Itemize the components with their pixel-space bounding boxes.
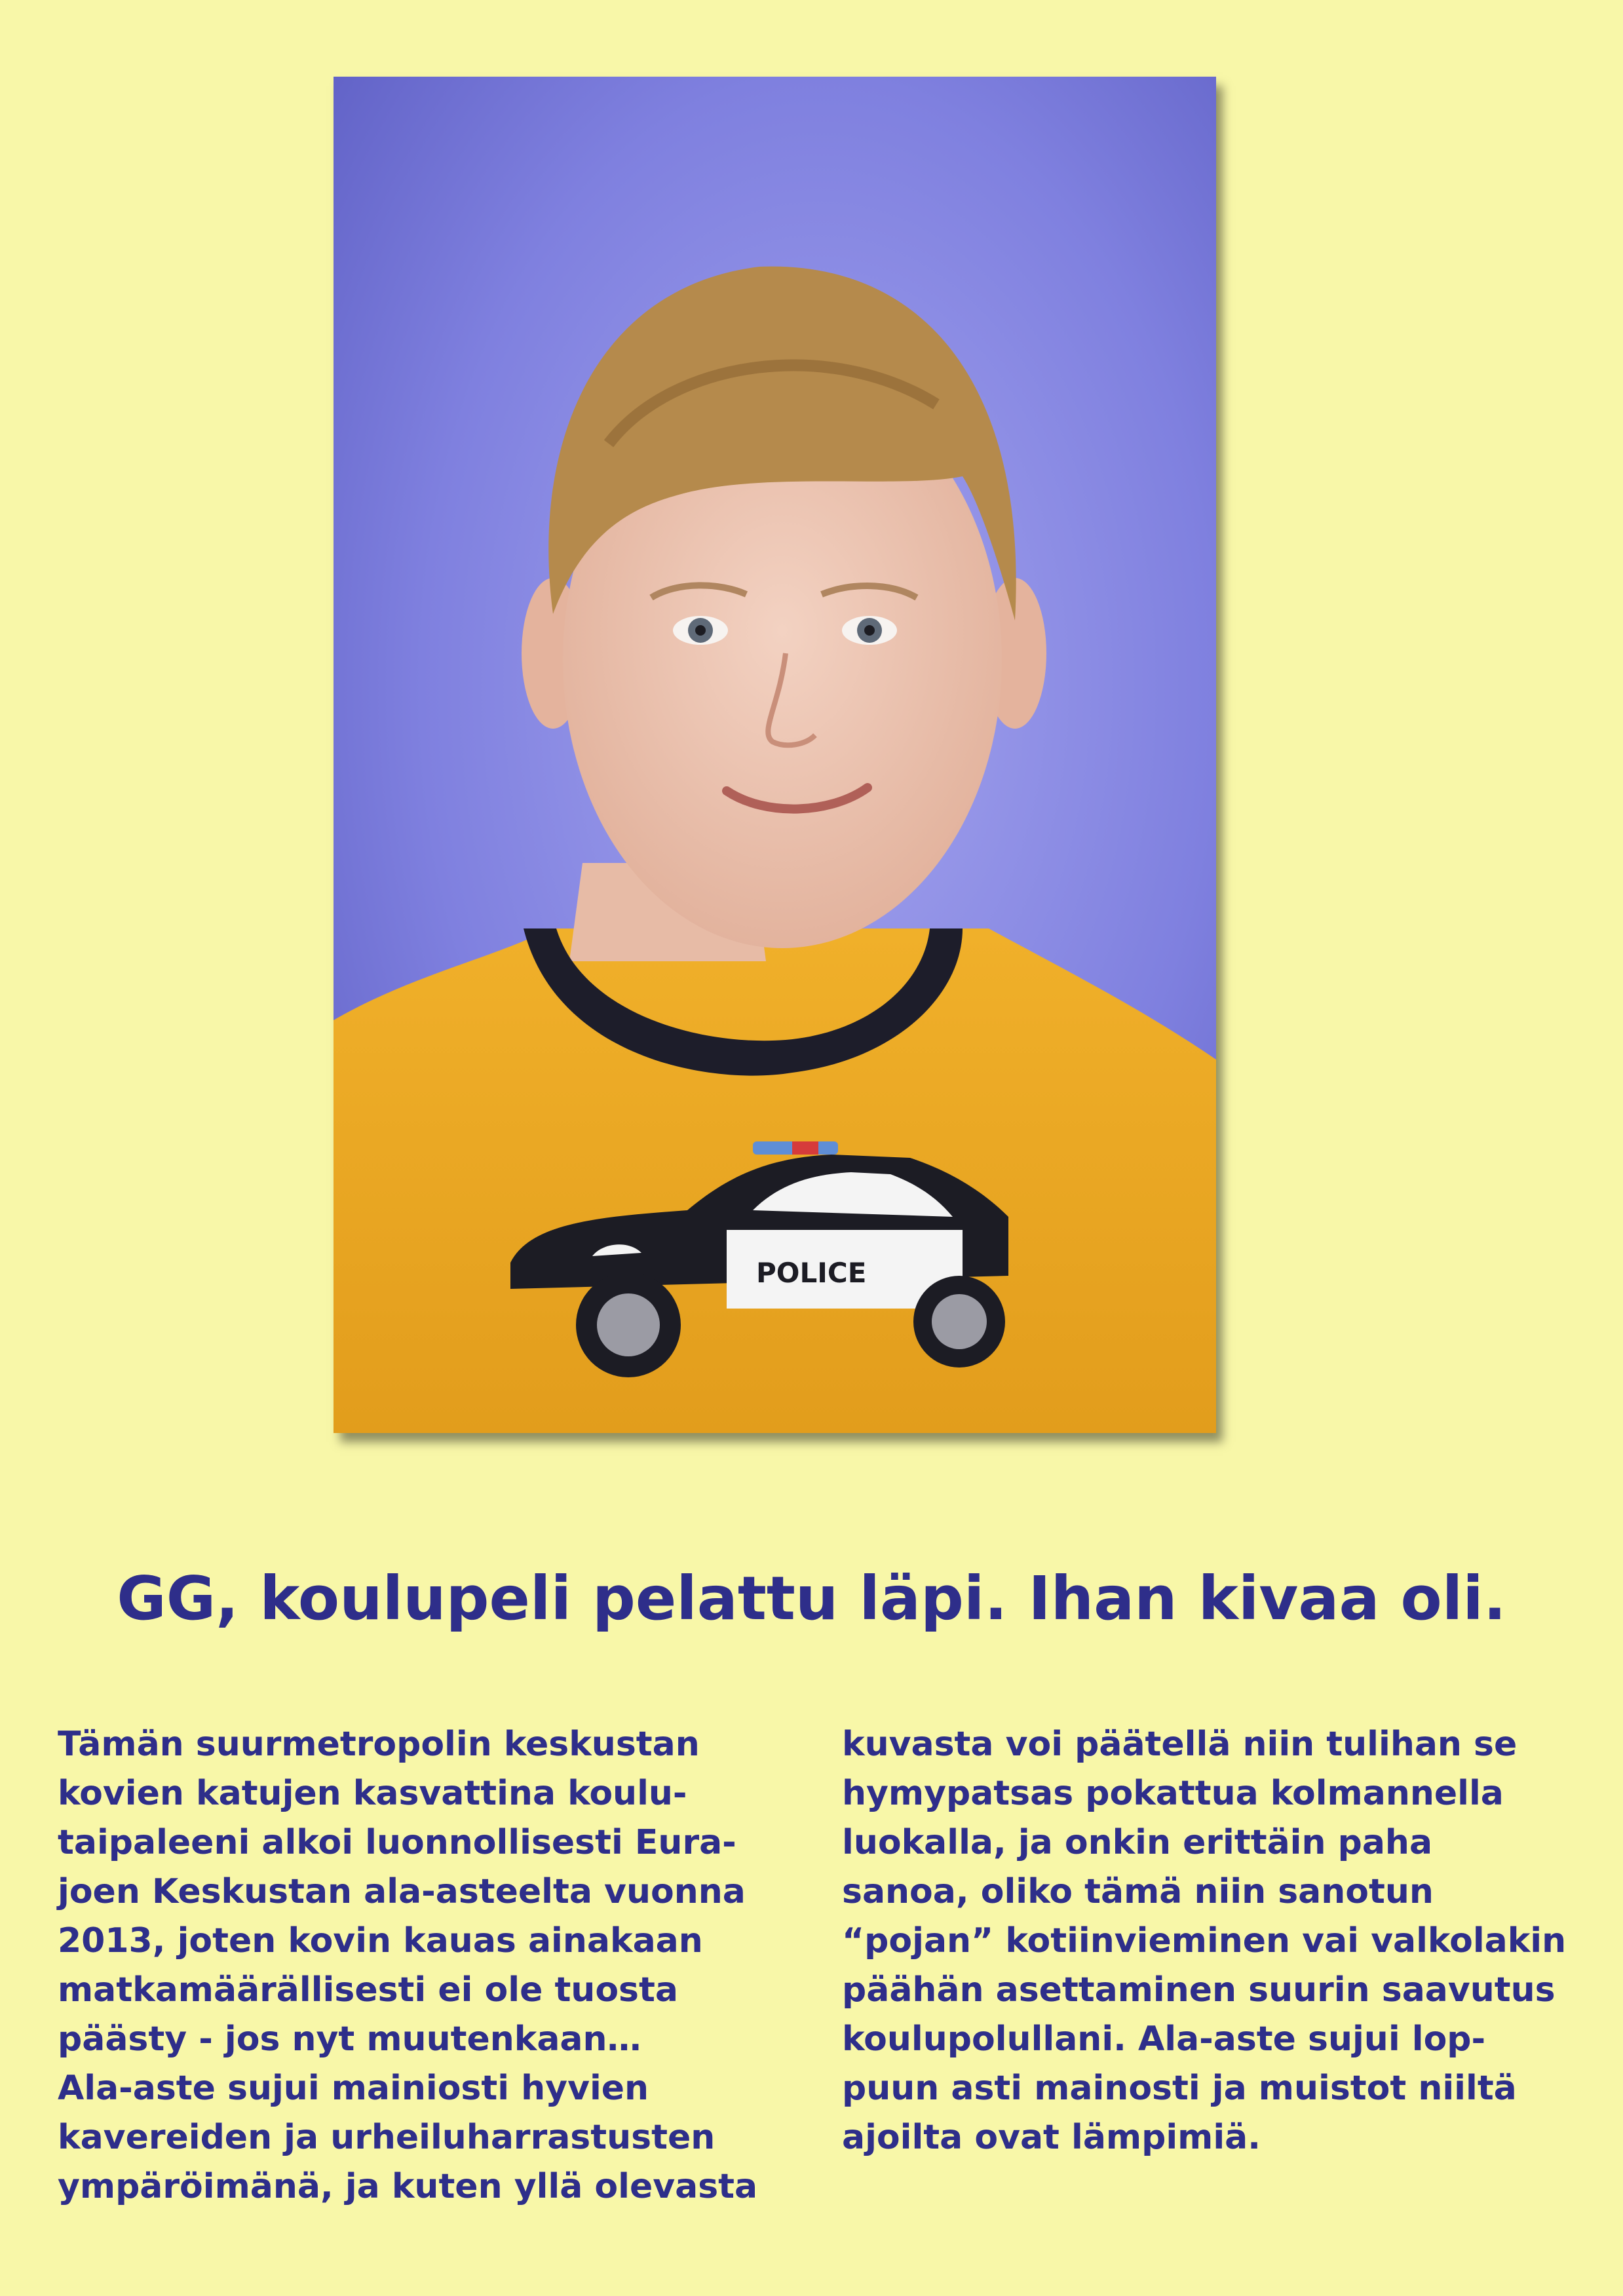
text-line: matkamäärällisesti ei ole tuosta	[58, 1970, 678, 2010]
text-line: kuvasta voi päätellä niin tulihan se	[842, 1725, 1518, 1764]
text-line: luokalla, ja onkin erittäin paha	[842, 1823, 1433, 1862]
text-line: päähän asettaminen suurin saavutus	[842, 1970, 1556, 2010]
text-line: koulupolullani. Ala-aste sujui lop-	[842, 2019, 1486, 2059]
text-line: joen Keskustan ala-asteelta vuonna	[58, 1872, 746, 1911]
text-line: sanoa, oliko tämä niin sanotun	[842, 1872, 1434, 1911]
text-line: Tämän suurmetropolin keskustan	[58, 1725, 700, 1764]
text-column-right	[842, 1720, 1595, 2162]
text-line: päästy - jos nyt muutenkaan…	[58, 2019, 641, 2059]
police-label: POLICE	[756, 1257, 867, 1289]
text-line: hymypatsas pokattua kolmannella	[842, 1774, 1504, 1813]
text-line: ympäröimänä, ja kuten yllä olevasta	[58, 2167, 758, 2206]
text-line: kovien katujen kasvattina koulu-	[58, 1774, 687, 1813]
text-line: Ala-aste sujui mainiosti hyvien	[58, 2069, 649, 2108]
text-line: “pojan” kotiinvieminen vai valkolakin	[842, 1921, 1567, 1961]
text-column-left	[58, 1720, 811, 2211]
page-title: GG, koulupeli pelattu läpi. Ihan kivaa oli.	[117, 1563, 1506, 1634]
text-line: kavereiden ja urheiluharrastusten	[58, 2118, 716, 2157]
text-line: ajoilta ovat lämpimiä.	[842, 2118, 1261, 2157]
portrait-photo	[334, 77, 1216, 1433]
text-line: 2013, joten kovin kauas ainakaan	[58, 1921, 703, 1961]
text-line: taipaleeni alkoi luonnollisesti Eura-	[58, 1823, 736, 1862]
text-line: puun asti mainosti ja muistot niiltä	[842, 2069, 1517, 2108]
